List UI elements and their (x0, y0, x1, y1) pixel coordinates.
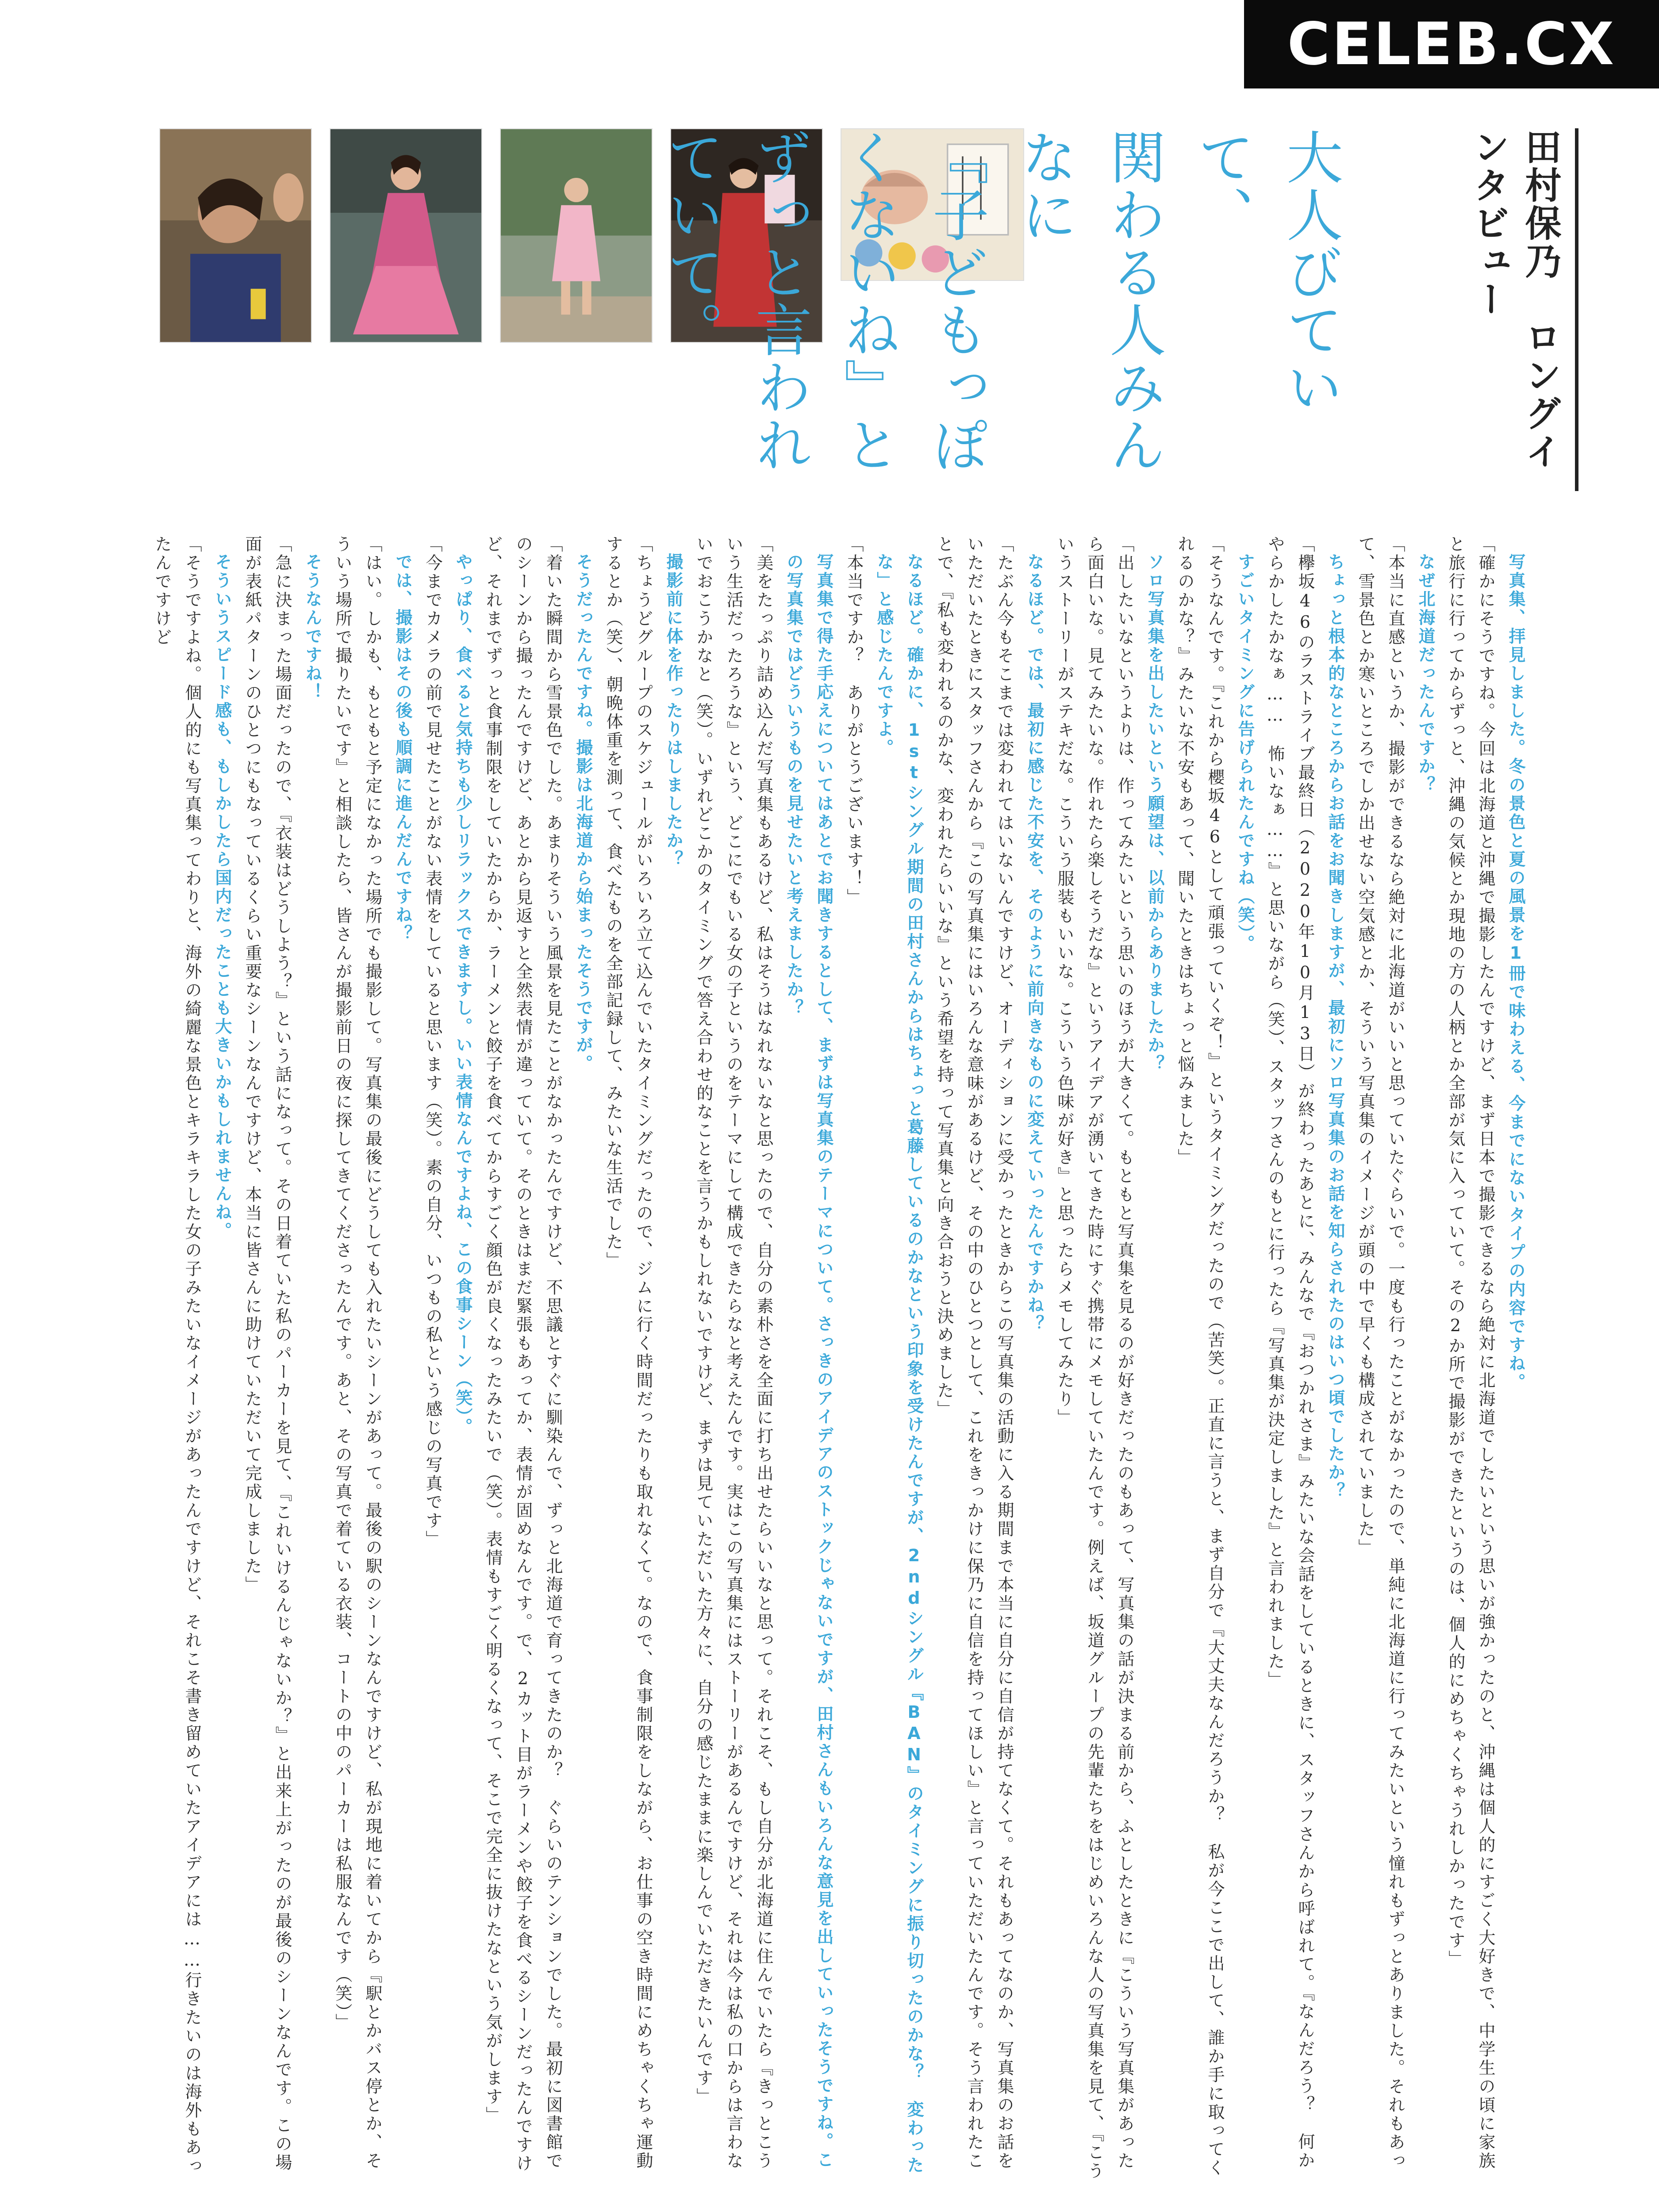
interview-answer: 「ちょうどグループのスケジュールがいろいろ立て込んでいたタイミングだったので、ジムに行く時間だったりも取れなくて。なので、食事制限をしながら、お仕事の空き時間にめちゃくちゃ運動するとか（笑）、朝晩体重を測って、食べたものを全部記録して、みたいな生活でした」 (603, 535, 653, 2170)
interview-answer: 「そうなんです。『これから櫻坂46として頑張っていくぞ！』というタイミングだったので（苦笑）。正直に言うと、まず自分で『大丈夫なんだろうか？ 私が今ここで出して、誰か手に取ってくれるのかな？』みたいな不安もあって、聞いたときはちょっと悩みました」 (1175, 535, 1225, 2177)
headline-line: 大人びていて、 (1188, 128, 1343, 416)
interview-answer: 「たぶん今もそこまでは変われてはいないんですけど、オーディションに受かったときからこの写真集の活動に入る期間まで本当に自分に自信が持てなくて。それもあってなのか、写真集のお話をいただいたときにスタッフさんから『この写真集にはいろんな意味があるけど、その中のひとつとして、これをきっかけに保乃に自信を持ってほしい』と言っていただいたんです。そう言われたことで、『私も変われるのかな、変われたらいいな』という希望を持って写真集と向き合おうと決めました」 (934, 535, 1014, 2170)
childhood-photo (159, 128, 312, 343)
interview-question: やっぱり、食べると気持ちも少しリラックスできますし。いい表情なんですよね、この食事シーン（笑）。 (453, 553, 472, 1436)
interview-answer: 「そうですよね。個人的にも写真集ってわりと、海外の綺麗な景色とキラキラした女の子みたいなイメージがあったんですけど、それこそ書き留めていたアイデアには……行きたいのは海外もあったんですけど (152, 535, 202, 2176)
interview-answer: 「本当ですか？ ありがとうございます！」 (844, 535, 864, 907)
interview-question: ソロ写真集を出したいという願望は、以前からありましたか？ (1145, 553, 1164, 1073)
series-rule (1575, 128, 1578, 491)
interview-question: 写真集、拝見しました。冬の景色と夏の風景を1冊で味わえる、今までにないタイプの内容ですね。 (1506, 553, 1525, 1392)
interview-question: では、撮影はその後も順調に進んだんですね？ (393, 553, 412, 943)
article-body (137, 535, 1531, 2181)
interview-answer: 「着いた瞬間から雪景色でした。あまりそういう風景を見たことがなかったんですけど、不思議とすぐに馴染んで、ずっと北海道で育ってきたのか？ ぐらいのテンションでした。最初に図書館でのシーンから撮ったんですけど、あとから見返すと全然表情が違っていて。そのときはまだ緊張もあってか、表情が固めなんです。で、2カット目がラーメンや餃子を食べるシーンだったんですけど、それまでずっと食事制限をしていたからか、ラーメンと餃子を食べてからすごく顔色が良くなったみたいで（笑）。表情もすごく明るくなって、そこで完全に抜けたなという気がします」 (483, 535, 563, 2173)
interview-question: そうだったんですね。撮影は北海道から始まったそうですが。 (573, 553, 593, 1073)
article-text (137, 535, 1531, 2181)
interview-question: 写真集で得た手応えについてはあとでお聞きするとして、まずは写真集のテーマについて。さっきのアイデアのストックじゃないですが、田村さんもいろんな意見を出していったそうですね。この写真集ではどういうものを見せたいと考えましたか？ (784, 553, 833, 2170)
interview-answer: 「欅坂46のラストライブ最終日（2020年10月13日）が終わったあとに、みんなで『おつかれさま』みたいな会話をしているときに、スタッフさんから呼ばれて。『なんだろう？ 何かやらかしたかなぁ…… 怖いなぁ……』と思いながら（笑）、スタッフさんのもとに行ったら『写真集が決定しました』と言われました」 (1265, 535, 1315, 2170)
interview-answer: 「出したいなというよりは、作ってみたいという思いのほうが大きくて。もともと写真集を見るのが好きだったのもあって、写真集の話が決まる前から、ふとしたときに『こういう写真集があったら面白いな。見てみたいな。作れたら楽しそうだな』というアイデアが湧いてきた時にすぐ携帯にメモしていたんです。例えば、坂道グループの先輩たちをはじめいろんな人の写真集を見て、『こういうストーリーがステキだな。こういう服装もいいな。こういう色味が好き』と思ったらメモしてみたり」 (1055, 535, 1134, 2181)
headline (646, 128, 1354, 526)
interview-question: ちょっと根本的なところからお話をお聞きしますが、最初にソロ写真集のお話を知らされたのはいつ頃でしたか？ (1325, 553, 1345, 1501)
series-title: 田村保乃 ロングインタビュー (1467, 128, 1561, 471)
interview-answer: 「美をたっぷり詰め込んだ写真集もあるけど、私はそうはなれないなと思ったので、自分の素朴さを全面に打ち出せたらいいなと思って。それこそ、もし自分が北海道に住んでいたら『きっとこういう生活だったろうな』という、どこにでもいる女の子というのをテーマにして構成できたらなと考えたんです。実はこの写真集にはストーリーがあるんですけど、それは今は私の口からは言わないでおこうかなと（笑）。いずれどこかのタイミングで答え合わせ的なことを言うかもしれないですけど、まずは見ていただいた方々に、自分の感じたままに楽しんでいただきたいんです」 (694, 535, 773, 2170)
interview-question: すごいタイミングに告げられたんですね（笑）。 (1235, 553, 1255, 953)
interview-question: なぜ北海道だったんですか？ (1416, 553, 1435, 795)
interview-question: 撮影前に体を作ったりはしましたか？ (664, 553, 683, 869)
interview-answer: 「確かにそうですね。今回は北海道と沖縄で撮影したんですけど、まず日本で撮影できるなら絶対に北海道でしたいという思いが強かったのと、沖縄は個人的にすごく大好きで、中学生の頃に家族と旅行に行ってからずっと、沖縄の気候とか現地の方の人柄とか全部が気に入っていて。その2か所で撮影ができたというのは、個人的にめちゃくちゃうれしかったです」 (1446, 535, 1495, 2170)
interview-question: なるほど。では、最初に感じた不安を、そのように前向きなものに変えていったんですかね？ (1025, 553, 1044, 1333)
interview-answer: 「急に決まった場面だったので、『衣装はどうしよう？』という話になって。その日着ていた私のパーカーを見て、『これいけるんじゃないか？』と出来上がったのが最後のシーンなんです。この場面が表紙パターンのひとつにもなっているくらい重要なシーンなんですけど、本当に皆さんに助けていただいて完成しました」 (242, 535, 292, 2172)
interview-question: そういうスピード感も、もしかしたら国内だったことも大きいかもしれませんね。 (212, 553, 232, 1240)
headline-line: 『子どもっぽくないね』と (834, 128, 989, 473)
childhood-photo (500, 128, 653, 343)
interview-answer: 「はい。しかも、もともと予定になかった場所でも撮影して。写真集の最後にどうしても入れたいシーンがあって。最後の駅のシーンなんですけど、私が現地に着いてから『駅とかバス停とか、そういう場所で撮りたいです』と相談したら、皆さんが撮影前日の夜に探してきてくださったんです。あと、その写真で着ている衣装、コートの中のパーカーは私服なんです（笑）」 (333, 535, 382, 2170)
interview-answer: 「本当に直感というか、撮影ができるなら絶対に北海道がいいと思っていたぐらいで。一度も行ったことがなかったので、単純に北海道に行ってみたいという憧れもずっとありました。それもあって、雪景色とか寒いところでしか出せない空気感とか、そういう写真集のイメージが頭の中で早くも構成されていました」 (1356, 535, 1405, 2170)
childhood-photo (330, 128, 482, 343)
site-logo: CELEB.CX (1244, 0, 1659, 88)
interview-question: なるほど。確かに、1stシングル期間の田村さんからはちょっと葛藤しているのかなという印象を受けたんですが、2ndシングル『BAN』のタイミングに振り切ったのかな？ 変わったな」と感じたんですよ。 (874, 553, 924, 2175)
headline-line: 関わる人みんなに (1011, 128, 1166, 473)
interview-question: そうなんですね！ (303, 553, 322, 702)
interview-answer: 「今までカメラの前で見せたことがない表情をしていると思います（笑）。素の自分、いつもの私という感じの写真です」 (423, 535, 442, 1549)
headline-line: ずっと言われていて。 (657, 128, 812, 473)
